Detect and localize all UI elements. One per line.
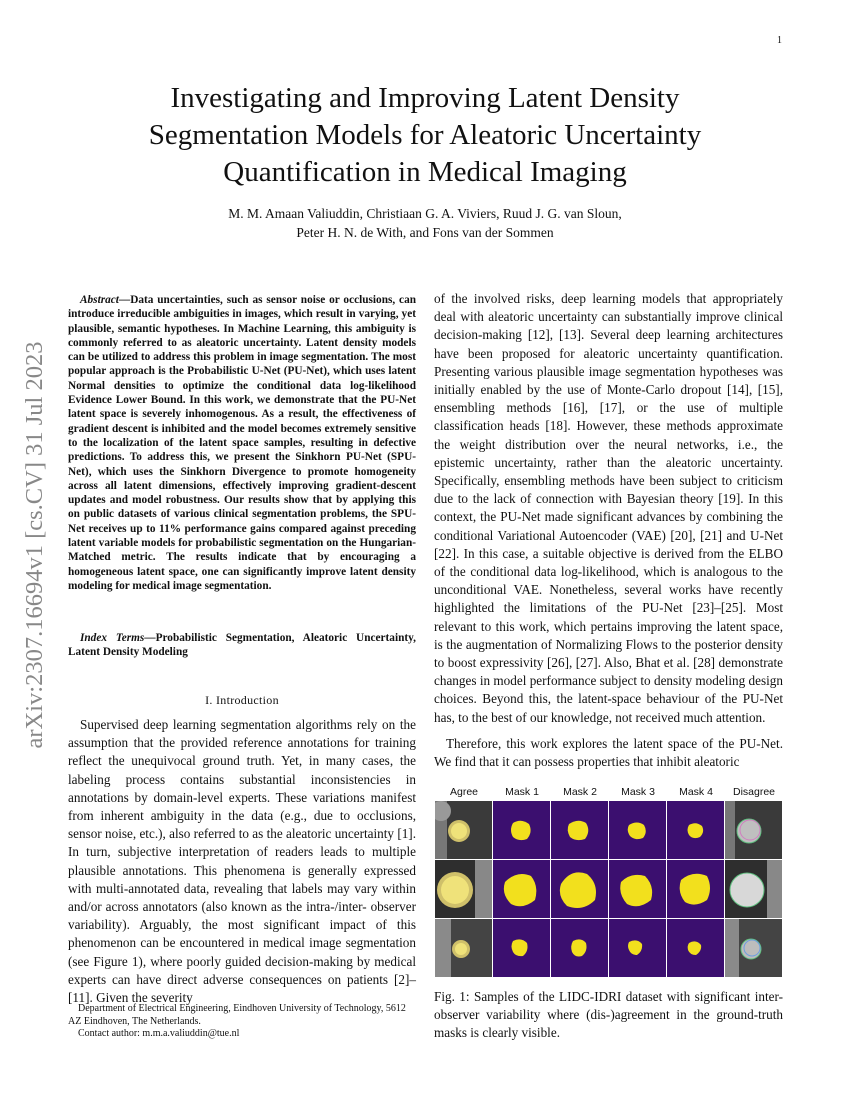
page-number: 1 <box>777 35 782 46</box>
intro-body <box>68 716 416 1007</box>
figure-header: Agree <box>449 786 479 798</box>
ct-scan-disagree-image <box>725 919 782 977</box>
right-column-body <box>434 290 783 727</box>
figure-row <box>435 860 783 918</box>
mask-image <box>609 860 666 918</box>
figure-header: Mask 1 <box>505 786 539 798</box>
ct-scan-disagree-image <box>725 860 782 918</box>
figure-row <box>435 919 783 977</box>
index-terms-text: —Probabilistic Segmentation, Aleatoric Uncertainty, Latent Density Modeling <box>68 632 416 659</box>
figure-caption: Fig. 1: Samples of the LIDC-IDRI dataset with significant inter-observer variability where (dis-)agreement in the ground-truth masks is clearly visible. <box>434 989 783 1041</box>
figure-header: Mask 3 <box>621 786 655 798</box>
index-terms-label: Index Terms <box>80 632 145 644</box>
figure-header: Mask 2 <box>563 786 597 798</box>
body-paragraph: Therefore, this work explores the latent space of the PU-Net. We find that it can possess properties that inhibit aleatoric <box>434 736 783 770</box>
mask-image <box>667 801 724 859</box>
footnote-contact: Contact author: m.m.a.valiuddin@tue.nl <box>78 1028 240 1039</box>
section-heading: I. Introduction <box>205 693 279 707</box>
intro-paragraph: Supervised deep learning segmentation algorithms rely on the assumption that the provided reference annotations for training reflect the unequivocal ground truth. Yet, in many cases, the labeling process contains substantial inconsistencies in annotations by domain-level experts. These variations manifest from inherent ambiguity in the data (e.g., due to occlusions, sensor noise, etc.), also referred to as the aleatoric uncertainty [1]. In turn, subjective interpretation of readers leads to multiple plausible annotations. This phenomena is generally expressed with multi-annotated data, revealing that labels may vary within and/or across annotators (also known as the intra-/inter- observer variability). Arguably, the most significant impact of this phenomenon can be encountered in medical image segmentation (see Figure 1), where poorly guided decision-making by medical experts can have direct adverse consequences on patients [2]–[11]. Given the severity <box>68 717 416 1006</box>
ct-scan-disagree-image <box>725 801 782 859</box>
arxiv-stamp <box>22 300 48 790</box>
figure-row <box>435 801 783 859</box>
right-column-body-2 <box>434 735 783 771</box>
figure-header: Mask 4 <box>679 786 713 798</box>
paper-title <box>40 80 810 191</box>
mask-image <box>493 860 550 918</box>
figure-header: Disagree <box>732 786 776 798</box>
abstract <box>68 293 416 593</box>
mask-image <box>551 860 608 918</box>
title-line: Quantification in Medical Imaging <box>223 156 627 188</box>
mask-image <box>667 860 724 918</box>
mask-image <box>551 919 608 977</box>
figure-column-headers <box>435 786 783 798</box>
abstract-label: Abstract <box>80 294 119 306</box>
footnote <box>68 1003 416 1041</box>
title-line: Investigating and Improving Latent Density <box>170 82 680 114</box>
arxiv-stamp-text: arXiv:2307.16694v1 [cs.CV] 31 Jul 2023 <box>21 341 48 749</box>
abstract-text: —Data uncertainties, such as sensor noise or occlusions, can introduce irreducible ambiguities in images, which result in varying, yet plausible, semantic hypotheses. In Machine Learning, this ambiguity is commonly referred to as aleatoric uncertainty. Latent density models can be utilized to address this problem in image segmentation. The most popular approach is the Probabilistic U-Net (PU-Net), which uses latent Normal densities to optimize the conditional data log-likelihood Evidence Lower Bound. In this work, we demonstrate that the PU-Net latent space is severely inhomogenous. As a result, the effectiveness of gradient descent is inhibited and the model becomes extremely sensitive to the localization of the latent space samples, resulting in defective predictions. To address this, we present the Sinkhorn PU-Net (SPU-Net), which uses the Sinkhorn Divergence to promote homogeneity across all latent dimensions, effectively improving gradient-descent updates and model robustness. Our results show that by applying this on public datasets of various clinical segmentation problems, the SPU-Net receives up to 11% performance gains compared against preceding latent variable models for probabilistic segmentation on the Hungarian-Matched metric. The results indicate that by encouraging a homogeneous latent space, one can significantly improve latent density modeling for medical image segmentation. <box>68 294 416 592</box>
author-list <box>40 204 810 242</box>
figure-image-grid <box>435 801 783 978</box>
title-line: Segmentation Models for Aleatoric Uncertainty <box>148 119 702 151</box>
mask-image <box>493 919 550 977</box>
author-line: Peter H. N. de With, and Fons van der Sommen <box>296 225 554 240</box>
ct-scan-agree-image <box>435 860 492 918</box>
figure-1 <box>435 786 783 981</box>
index-terms <box>68 631 416 660</box>
mask-image <box>609 801 666 859</box>
mask-image <box>493 801 550 859</box>
footnote-affiliation: Department of Electrical Engineering, Eindhoven University of Technology, 5612 AZ Eindhoven, The Netherlands. <box>68 1003 406 1027</box>
ct-scan-agree-image <box>435 801 492 859</box>
author-line: M. M. Amaan Valiuddin, Christiaan G. A. Viviers, Ruud J. G. van Sloun, <box>228 206 622 221</box>
mask-image <box>609 919 666 977</box>
body-paragraph: of the involved risks, deep learning models that appropriately deal with aleatoric uncertainty can substantially improve clinical decision-making [12], [13]. Several deep learning architectures have been proposed for aleatoric uncertainty quantification. Presenting various plausible image segmentation hypotheses was initially enabled by the use of Monte-Carlo dropout [14], [15], ensembling methods [16], [17], or the use of multiple classification heads [18]. However, these methods approximate the weight distribution over the neural networks, i.e., the epistemic uncertainty, rather than the aleatoric uncertainty. Specifically, ensembling methods have been subject to criticism due to the lack of connection with Bayesian theory [19]. In this context, the PU-Net made significant advances by combining the conditional Variational Autoencoder (VAE) [20], [21] and U-Net [22]. In this case, a suitable objective is derived from the ELBO of the conditional data log-likelihood, which is analogous to the unconditional VAE. Nonetheless, several works have recently highlighted the limitations of the PU-Net [23]–[25]. Most relevant to this work, which pertains improving the latent space, is the augmentation of Normalizing Flows to the posterior density to boost expressivity [26], [27]. Also, Bhat et al. [28] demonstrate changes in model performance subject to density modeling design choices. Beyond this, the latent-space behaviour of the PU-Net has, to the best of our knowledge, not received much attention. <box>434 291 783 725</box>
ct-scan-agree-image <box>435 919 492 977</box>
mask-image <box>667 919 724 977</box>
mask-image <box>551 801 608 859</box>
